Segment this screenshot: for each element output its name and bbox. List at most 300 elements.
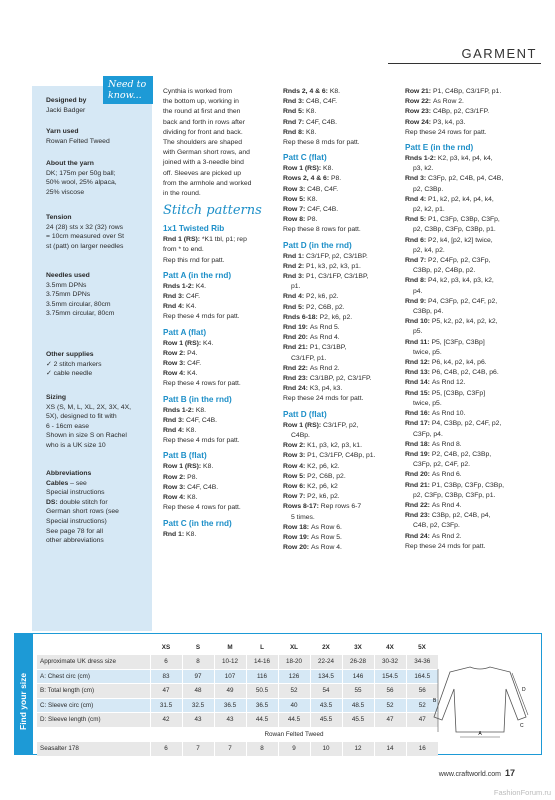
- instruction-text: Rep these 24 rows for patt.: [405, 128, 487, 136]
- table-cell: 83: [150, 669, 182, 684]
- needles-line: 3.75mm circular, 80cm: [46, 310, 115, 318]
- instruction-label: Rnd 17:: [405, 420, 432, 428]
- needles-heading: Needles used: [46, 272, 90, 279]
- instruction-line: [283, 354, 401, 364]
- instruction-text: As Rnd 2.: [309, 364, 340, 372]
- instruction-text: P6, C4B, p2, C4B, p6.: [431, 369, 499, 377]
- stitch-patterns-heading: Stitch patterns: [163, 203, 262, 219]
- instruction-text: P5, [C3Fp, C3Bp]: [431, 338, 485, 346]
- instruction-line: [405, 128, 535, 138]
- twisted-rib-instructions: [163, 235, 278, 266]
- instruction-line: [283, 394, 401, 404]
- column-2: [283, 87, 401, 553]
- instruction-text: K8.: [323, 165, 334, 173]
- page-number: 17: [504, 768, 515, 778]
- instruction-line: [405, 266, 535, 276]
- instruction-text: p2, k2, p1.: [413, 206, 445, 214]
- instruction-text: As Row 4.: [310, 544, 342, 552]
- about-line: 25% viscose: [46, 188, 85, 196]
- instruction-text: As Rnd 8.: [431, 440, 462, 448]
- instruction-line: [163, 245, 278, 255]
- table-cell: 8: [182, 655, 214, 670]
- find-your-size-label: Find your size: [18, 672, 28, 730]
- table-cell: 45.5: [310, 713, 342, 728]
- row-label: A: Chest circ (cm): [37, 669, 150, 684]
- instruction-line: [283, 502, 401, 512]
- instruction-line: [283, 87, 401, 97]
- table-cell: 40: [278, 698, 310, 713]
- instruction-line: [283, 441, 401, 451]
- instruction-line: [283, 462, 401, 472]
- sweater-outline: [434, 667, 526, 732]
- diagram-label-c: C: [520, 723, 524, 729]
- patt-d-rnd-heading: Patt D (in the rnd): [283, 240, 352, 250]
- instruction-line: [283, 492, 401, 502]
- size-header-cell: XS: [150, 640, 182, 655]
- instruction-text: Rep this rnd for patt.: [163, 256, 225, 264]
- instruction-line: [405, 368, 535, 378]
- instruction-text: P6, k4, p2, k4, p6.: [431, 359, 487, 367]
- instruction-label: Rnd 12:: [405, 359, 432, 367]
- table-cell: 44.5: [246, 713, 278, 728]
- instruction-line: [405, 399, 535, 409]
- instruction-text: P1, C3Bp, C3Fp, C3Bp,: [431, 481, 504, 489]
- instruction-text: p4.: [413, 287, 423, 295]
- abbr-line: Special instructions): [46, 517, 107, 525]
- patt-d-flat-heading: Patt D (flat): [283, 409, 327, 419]
- instruction-text: twice, p5.: [413, 348, 442, 356]
- instruction-label: Rnd 18:: [405, 440, 432, 448]
- instruction-text: Rep these 8 rows for patt.: [283, 226, 361, 234]
- size-header-cell: S: [182, 640, 214, 655]
- instruction-text: Rep these 4 rnds for patt.: [163, 313, 240, 321]
- instruction-text: P3, k4, p3.: [432, 118, 466, 126]
- table-cell: 45.5: [342, 713, 374, 728]
- table-cell: 154.5: [374, 669, 406, 684]
- instruction-label: Rnd 20:: [405, 471, 432, 479]
- instruction-line: [163, 312, 278, 322]
- shade-cell: 8: [246, 742, 278, 757]
- shade-cell: 9: [278, 742, 310, 757]
- yarn-name: Rowan Felted Tweed: [46, 137, 110, 145]
- instruction-line: [163, 483, 278, 493]
- instruction-line: [405, 195, 535, 205]
- instruction-label: Rnd 21:: [405, 481, 432, 489]
- table-cell: 126: [278, 669, 310, 684]
- instruction-label: Rnd 5:: [283, 303, 307, 311]
- instruction-label: Row 1 (RS):: [163, 339, 204, 347]
- instruction-text: p3, k2.: [413, 165, 434, 173]
- instruction-text: C4Bp, p2, C3/1FP.: [432, 108, 490, 116]
- instruction-text: p2, k4, p2.: [413, 246, 445, 254]
- row-label: Approximate UK dress size: [37, 655, 150, 670]
- patt-a-rnd-instructions: [163, 282, 278, 323]
- instruction-label: Rnd 19:: [405, 450, 432, 458]
- shade-cell: 6: [150, 742, 182, 757]
- badge-line: know...: [108, 90, 142, 101]
- instruction-label: Rnd 7:: [283, 118, 307, 126]
- table-cell: 164.5: [406, 669, 438, 684]
- patt-c-rnd-heading: Patt C (in the rnd): [163, 518, 232, 528]
- instruction-text: twice, p5.: [413, 399, 442, 407]
- instruction-label: Row 23:: [405, 108, 433, 116]
- instruction-label: Rnd 14:: [405, 379, 432, 387]
- column-1: [163, 87, 278, 540]
- instruction-text: P1, C3/1BP,: [309, 344, 347, 352]
- instruction-text: p2, C3Bp, C3Fp, C3Bp, p1.: [413, 226, 496, 234]
- instruction-text: from * to end.: [163, 246, 204, 254]
- instruction-line: [163, 426, 278, 436]
- instruction-label: Rnd 24:: [283, 385, 310, 393]
- header-rule: [388, 63, 541, 64]
- instruction-line: [163, 235, 278, 245]
- instruction-label: Rnd 19:: [283, 324, 310, 332]
- instruction-label: Row 7:: [283, 206, 308, 214]
- sizing-line: XS (S, M, L, XL, 2X, 3X, 4X,: [46, 403, 131, 411]
- instruction-label: Rnd 4:: [283, 293, 307, 301]
- designer-name: Jacki Badger: [46, 106, 86, 114]
- shade-cell: 7: [214, 742, 246, 757]
- table-header-row: [37, 640, 438, 655]
- diagram-label-d: D: [522, 687, 526, 693]
- column-3: [405, 87, 535, 552]
- abbr-line: Special instructions: [46, 489, 105, 497]
- instruction-line: [283, 272, 401, 282]
- instruction-label: Row 3:: [163, 360, 188, 368]
- instruction-line: [283, 482, 401, 492]
- instruction-text: C4Bp.: [291, 431, 310, 439]
- shade-cell: 7: [182, 742, 214, 757]
- instruction-line: [283, 364, 401, 374]
- intro-line: back and forth in rows after: [163, 118, 245, 126]
- needles-line: 3.75mm DPNs: [46, 291, 91, 299]
- table-cell: 52: [278, 684, 310, 699]
- table-cell: 30-32: [374, 655, 406, 670]
- instruction-text: K8.: [306, 128, 317, 136]
- instruction-text: K8.: [187, 494, 198, 502]
- instruction-text: P2, C4Fp, p2, C3Fp,: [428, 257, 491, 265]
- instruction-line: [283, 292, 401, 302]
- instruction-line: [283, 97, 401, 107]
- instruction-text: P2, C4B, p2, C3Bp,: [431, 450, 492, 458]
- instruction-line: [163, 436, 278, 446]
- instruction-line: [405, 532, 535, 542]
- instruction-label: Rnds 1-2:: [405, 155, 438, 163]
- instruction-text: C4F.: [187, 360, 202, 368]
- yarn-row-spacer: [37, 727, 150, 742]
- size-header-cell: XL: [278, 640, 310, 655]
- patt-e-rnd-heading: Patt E (in the rnd): [405, 143, 474, 153]
- instruction-text: C4B, C4F.: [307, 185, 339, 193]
- instruction-label: Rnd 1:: [163, 530, 187, 538]
- instruction-line: [283, 195, 401, 205]
- instruction-text: K4.: [195, 282, 207, 290]
- instruction-label: Row 4:: [163, 494, 188, 502]
- instruction-line: [163, 416, 278, 426]
- patt-d-flat-continued: [405, 87, 535, 138]
- instruction-line: [163, 339, 278, 349]
- instruction-text: P4.: [187, 349, 198, 357]
- badge-line: Need to: [108, 79, 147, 90]
- instruction-line: [405, 409, 535, 419]
- instruction-line: [283, 313, 401, 323]
- intro-line: the round at first and then: [163, 108, 241, 116]
- table-cell: 52: [406, 698, 438, 713]
- table-cell: 6: [150, 655, 182, 670]
- instruction-line: [405, 348, 535, 358]
- patt-c-flat-heading: Patt C (flat): [283, 153, 327, 163]
- instruction-text: K2, p6, k2: [307, 482, 338, 490]
- instruction-line: [405, 327, 535, 337]
- instruction-line: [163, 349, 278, 359]
- instruction-line: [405, 174, 535, 184]
- size-header-cell: 5X: [406, 640, 438, 655]
- patt-b-flat-heading: Patt B (flat): [163, 451, 207, 461]
- instruction-line: [163, 292, 278, 302]
- size-header-cell: M: [214, 640, 246, 655]
- instruction-label: Rnd 21:: [283, 344, 310, 352]
- table-cell: 36.5: [246, 698, 278, 713]
- instruction-label: Row 24:: [405, 118, 433, 126]
- table-cell: 42: [150, 713, 182, 728]
- instruction-text: P2, k6, p2.: [307, 493, 340, 501]
- dim-line-d: [512, 673, 528, 715]
- instruction-label: Row 21:: [405, 88, 433, 95]
- instruction-text: K3, p4, k3.: [309, 385, 343, 393]
- table-cell: 14-16: [246, 655, 278, 670]
- patt-d-flat-instructions: [283, 421, 401, 554]
- instruction-line: [163, 530, 278, 540]
- shade-row: [37, 742, 438, 757]
- instruction-label: Row 2:: [163, 349, 188, 357]
- intro-line: with German short rows, and: [163, 149, 250, 157]
- table-cell: 43.5: [310, 698, 342, 713]
- instruction-line: [405, 164, 535, 174]
- table-row: [37, 698, 438, 713]
- instruction-text: p2, C3Fp, C3Bp, C3Fp, p1.: [413, 491, 496, 499]
- about-line: DK; 175m per 50g ball;: [46, 169, 116, 177]
- instruction-text: K4.: [186, 303, 197, 311]
- instruction-line: [405, 185, 535, 195]
- table-row: [37, 669, 438, 684]
- instruction-text: P1, k3, p2, k3, p1.: [306, 262, 361, 270]
- instruction-line: [405, 256, 535, 266]
- instruction-label: Rnd 11:: [405, 338, 432, 346]
- instruction-line: [283, 185, 401, 195]
- tension-line: st (patt) on larger needles: [46, 242, 124, 250]
- patt-c-flat-instructions: [283, 164, 401, 235]
- abbr-line: German short rows (see: [46, 508, 119, 516]
- instruction-line: [163, 256, 278, 266]
- instruction-label: Rnd 4:: [405, 195, 429, 203]
- instruction-text: K2, p6, k2.: [307, 462, 340, 470]
- instruction-line: [405, 358, 535, 368]
- yarn-row-label: Rowan Felted Tweed: [150, 727, 438, 742]
- instruction-line: [283, 343, 401, 353]
- instruction-line: [283, 523, 401, 533]
- shade-label: Seasalter 178: [37, 742, 150, 757]
- instruction-text: P2, C6B, p2.: [306, 303, 345, 311]
- patt-c-rnd-continued: [283, 87, 401, 148]
- abbr-term: Cables: [46, 479, 69, 487]
- table-cell: 32.5: [182, 698, 214, 713]
- diagram-label-b: B: [433, 698, 437, 704]
- instruction-line: [405, 205, 535, 215]
- table-cell: 31.5: [150, 698, 182, 713]
- instruction-line: [163, 503, 278, 513]
- intro-line: in the round.: [163, 190, 201, 198]
- instruction-text: As Rnd 4.: [431, 501, 462, 509]
- instruction-line: [163, 493, 278, 503]
- instruction-label: Rnd 5:: [405, 216, 429, 224]
- instruction-label: Rows 2, 4 & 6:: [283, 175, 331, 183]
- instruction-text: p2, C3Bp.: [413, 185, 444, 193]
- instruction-text: Rep these 24 rnds for patt.: [283, 395, 364, 403]
- instruction-line: [405, 215, 535, 225]
- instruction-line: [405, 287, 535, 297]
- table-cell: 34-36: [406, 655, 438, 670]
- instruction-text: As Rnd 10.: [431, 410, 466, 418]
- instruction-label: Rnd 24:: [405, 532, 432, 540]
- instruction-label: Rnd 8:: [405, 277, 429, 285]
- instruction-label: Row 1 (RS):: [283, 165, 324, 173]
- instruction-text: K4.: [203, 339, 214, 347]
- instruction-line: [405, 419, 535, 429]
- instruction-text: K8.: [186, 530, 197, 538]
- instruction-line: [405, 511, 535, 521]
- supplies-heading: Other supplies: [46, 351, 94, 358]
- yarn-heading: Yarn used: [46, 128, 79, 135]
- table-cell: 18-20: [278, 655, 310, 670]
- supplies-line: ✓ cable needle: [46, 370, 93, 378]
- instruction-line: [163, 473, 278, 483]
- watermark: FashionForum.ru: [493, 788, 551, 797]
- instruction-text: C3/1BP, p2, C3/1FP.: [309, 375, 372, 383]
- table-cell: 50.5: [246, 684, 278, 699]
- table-cell: 107: [214, 669, 246, 684]
- tension-heading: Tension: [46, 214, 72, 221]
- table-cell: 54: [310, 684, 342, 699]
- instruction-line: [163, 462, 278, 472]
- instruction-line: [405, 307, 535, 317]
- instruction-line: [283, 421, 401, 431]
- patt-a-flat-heading: Patt A (flat): [163, 327, 207, 337]
- instruction-text: C4F, C4B.: [307, 206, 339, 214]
- instruction-text: As Row 6.: [310, 523, 342, 531]
- instruction-text: As Rnd 2.: [431, 532, 462, 540]
- instruction-text: C3Fp, p2, C4F, p2.: [413, 461, 471, 469]
- abbr-line: See page 78 for all: [46, 527, 104, 535]
- instruction-line: [283, 451, 401, 461]
- instruction-text: C4F, C4B.: [187, 483, 219, 491]
- table-corner: [37, 640, 150, 655]
- row-label: D: Sleeve length (cm): [37, 713, 150, 728]
- table-cell: 43: [182, 713, 214, 728]
- needles-line: 3.5mm circular, 80cm: [46, 300, 111, 308]
- shade-cell: 16: [406, 742, 438, 757]
- instruction-label: Row 3:: [283, 452, 308, 460]
- instruction-line: [283, 138, 401, 148]
- needles-block: [46, 271, 150, 319]
- shade-cell: 14: [374, 742, 406, 757]
- abbr-def: double stitch for: [57, 498, 108, 506]
- instruction-line: [283, 303, 401, 313]
- instruction-text: P2, k6, p2.: [319, 313, 353, 321]
- instruction-label: Rnd 1:: [283, 252, 307, 260]
- instruction-line: [405, 450, 535, 460]
- intro-line: The shoulders are shaped: [163, 139, 242, 147]
- abbreviations-heading: Abbreviations: [46, 470, 92, 477]
- diagram-label-a: A: [478, 731, 482, 737]
- table-cell: 56: [406, 684, 438, 699]
- instruction-text: P4, k2, p3, k4, p3, k2,: [428, 277, 494, 285]
- instruction-text: As Row 5.: [310, 533, 342, 541]
- abbr-term: DS:: [46, 498, 58, 506]
- about-heading: About the yarn: [46, 160, 94, 167]
- instruction-line: [163, 302, 278, 312]
- instruction-text: P2, k4, [p2, k2] twice,: [428, 236, 493, 244]
- instruction-line: [405, 97, 535, 107]
- instruction-text: Rep rows 6-7: [320, 503, 362, 511]
- instruction-line: [405, 460, 535, 470]
- needles-line: 3.5mm DPNs: [46, 281, 87, 289]
- instruction-label: Rnd 20:: [283, 334, 310, 342]
- instruction-label: Row 7:: [283, 493, 308, 501]
- instruction-label: Rnd 8:: [283, 128, 307, 136]
- patt-a-rnd-heading: Patt A (in the rnd): [163, 270, 232, 280]
- instruction-line: [405, 491, 535, 501]
- instruction-label: Rnd 2:: [283, 262, 307, 270]
- instruction-label: Row 19:: [283, 533, 311, 541]
- abbr-line: [46, 498, 150, 508]
- table-row: [37, 684, 438, 699]
- instruction-text: P8.: [330, 175, 342, 183]
- instruction-label: Rnd 4:: [163, 427, 187, 435]
- instruction-line: [283, 128, 401, 138]
- yarn-block: [46, 127, 150, 146]
- instruction-label: Rows 8-17:: [283, 503, 321, 511]
- instruction-line: [283, 323, 401, 333]
- instruction-label: Rnd 15:: [405, 389, 432, 397]
- sizing-heading: Sizing: [46, 394, 67, 401]
- abbr-line: [46, 479, 150, 489]
- table-cell: 49: [214, 684, 246, 699]
- row-label: B: Total length (cm): [37, 684, 150, 699]
- instruction-label: Row 4:: [283, 462, 308, 470]
- about-line: 50% wool, 25% alpaca,: [46, 179, 117, 187]
- size-header-cell: 3X: [342, 640, 374, 655]
- table-cell: 146: [342, 669, 374, 684]
- instruction-line: [405, 297, 535, 307]
- instruction-text: K8.: [329, 88, 341, 95]
- instruction-label: Row 4:: [163, 370, 188, 378]
- instruction-line: [163, 379, 278, 389]
- size-table: [37, 640, 438, 757]
- instruction-label: Row 20:: [283, 544, 311, 552]
- instruction-text: As Rnd 4.: [309, 334, 340, 342]
- patt-b-rnd-instructions: [163, 406, 278, 447]
- instruction-text: K8.: [186, 427, 197, 435]
- instruction-label: Rnd 3:: [163, 293, 187, 301]
- table-cell: 47: [374, 713, 406, 728]
- instruction-line: [283, 118, 401, 128]
- instruction-line: [405, 118, 535, 128]
- intro-line: joined with a 3-needle bind: [163, 159, 244, 167]
- instruction-text: P5, k2, p2, k4, p2, k2,: [431, 318, 498, 326]
- instruction-line: [283, 374, 401, 384]
- instruction-label: Rnd 3:: [163, 416, 187, 424]
- sizing-line: Shown in size S on Rachel: [46, 432, 127, 440]
